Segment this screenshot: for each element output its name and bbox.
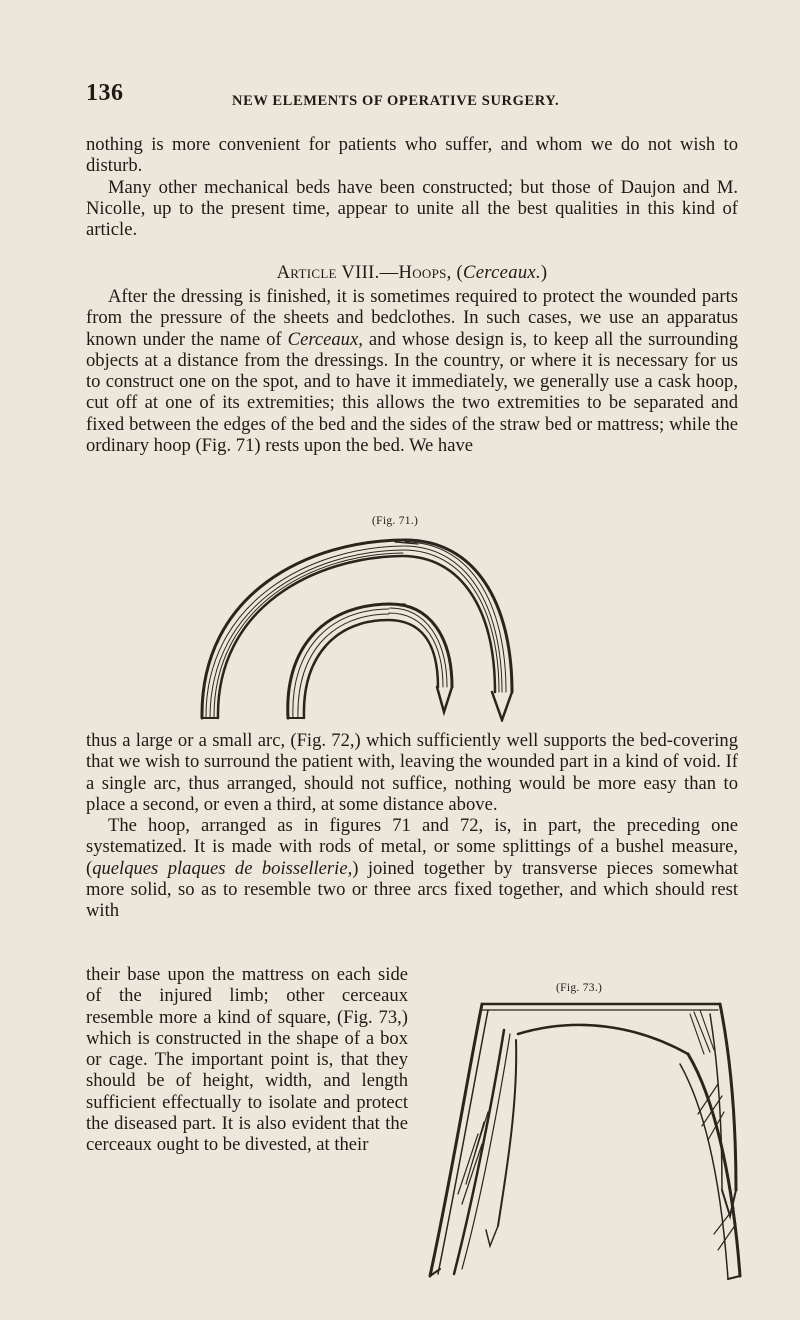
figure-73-box-cerceau-illustration [418,994,748,1284]
paragraph-hoop-construction [86,815,738,921]
paragraph-dressing [86,286,738,456]
paragraph-hoop-part-1: The hoop, arranged as in figures 71 and 72, is, in part, the preceding one systematized. It is made with rods of metal, or some splittings of a bushel measure,( [86,815,738,879]
running-head: NEW ELEMENTS OF OPERATIVE SURGERY. [232,93,560,109]
paragraph-mechanical-beds: Many other mechanical beds have been constructed; but those of Daujon and M. Nicolle, up to the present time, appear to unite all the best qualities in this kind of article. [86,176,738,241]
arcs-text [86,730,738,922]
cerceaux-term: Cerceaux, [287,328,363,350]
paragraph-continued: nothing is more convenient for patients who suffer, and whom we do not wish to disturb. [86,134,738,177]
article-heading [86,262,738,284]
intro-text [86,134,738,240]
article-heading-label: Article VIII.—Hoops, ( [276,262,464,283]
paragraph-arcs: thus a large or a small arc, (Fig. 72,) which sufficiently well supports the bed-covering that we wish to surround the patient with, leaving the wounded part in a kind of void. If a single arc, thus arranged, should not suffice, nothing would be more easy than to place a second, or even a third, at some distance above. [86,730,738,815]
article-text [86,286,738,456]
article-heading-italic: Cerceaux. [463,262,541,283]
narrow-column-text [86,964,408,1156]
page-number: 136 [86,80,124,106]
french-term: quelques plaques de boissellerie, [92,857,353,879]
paragraph-hoop-part-2: ) joined together by transverse pieces somewhat more solid, so as to resemble two or three arcs fixed together, and which should rest with [86,857,739,922]
paragraph-cerceaux-box: their base upon the mattress on each side of the injured limb; other cerceaux resemble more a kind of square, (Fig. 73,) which is constructed in the shape of a box or cage. The important point is, that they should be of height, width, and length sufficient effectually to isolate and protect the diseased part. It is also evident that the cerceaux ought to be divested, at their [86,964,408,1156]
paragraph-dressing-part-1: After the dressing is finished, it is sometimes required to protect the wounded parts from the pressure of the sheets and bedclothes. In such cases, we use an apparatus known under the name of [86,286,738,350]
paragraph-dressing-part-2: and whose design is, to keep all the surrounding objects at a distance from the dressings. In the country, or where it is necessary for us to construct one on the spot, and to have it immediately, we generally use a cask hoop, cut off at one of its extremities; this allows the two extremities to be separated and fixed between the edges of the bed and the sides of the straw bed or mattress; while the ordinary hoop (Fig. 71) rests upon the bed. We have [86,328,738,457]
figure-73-caption: (Fig. 73.) [556,982,603,994]
figure-71-caption: (Fig. 71.) [372,515,419,527]
article-heading-close: ) [540,262,548,283]
figure-71-hoops-illustration [190,532,530,722]
